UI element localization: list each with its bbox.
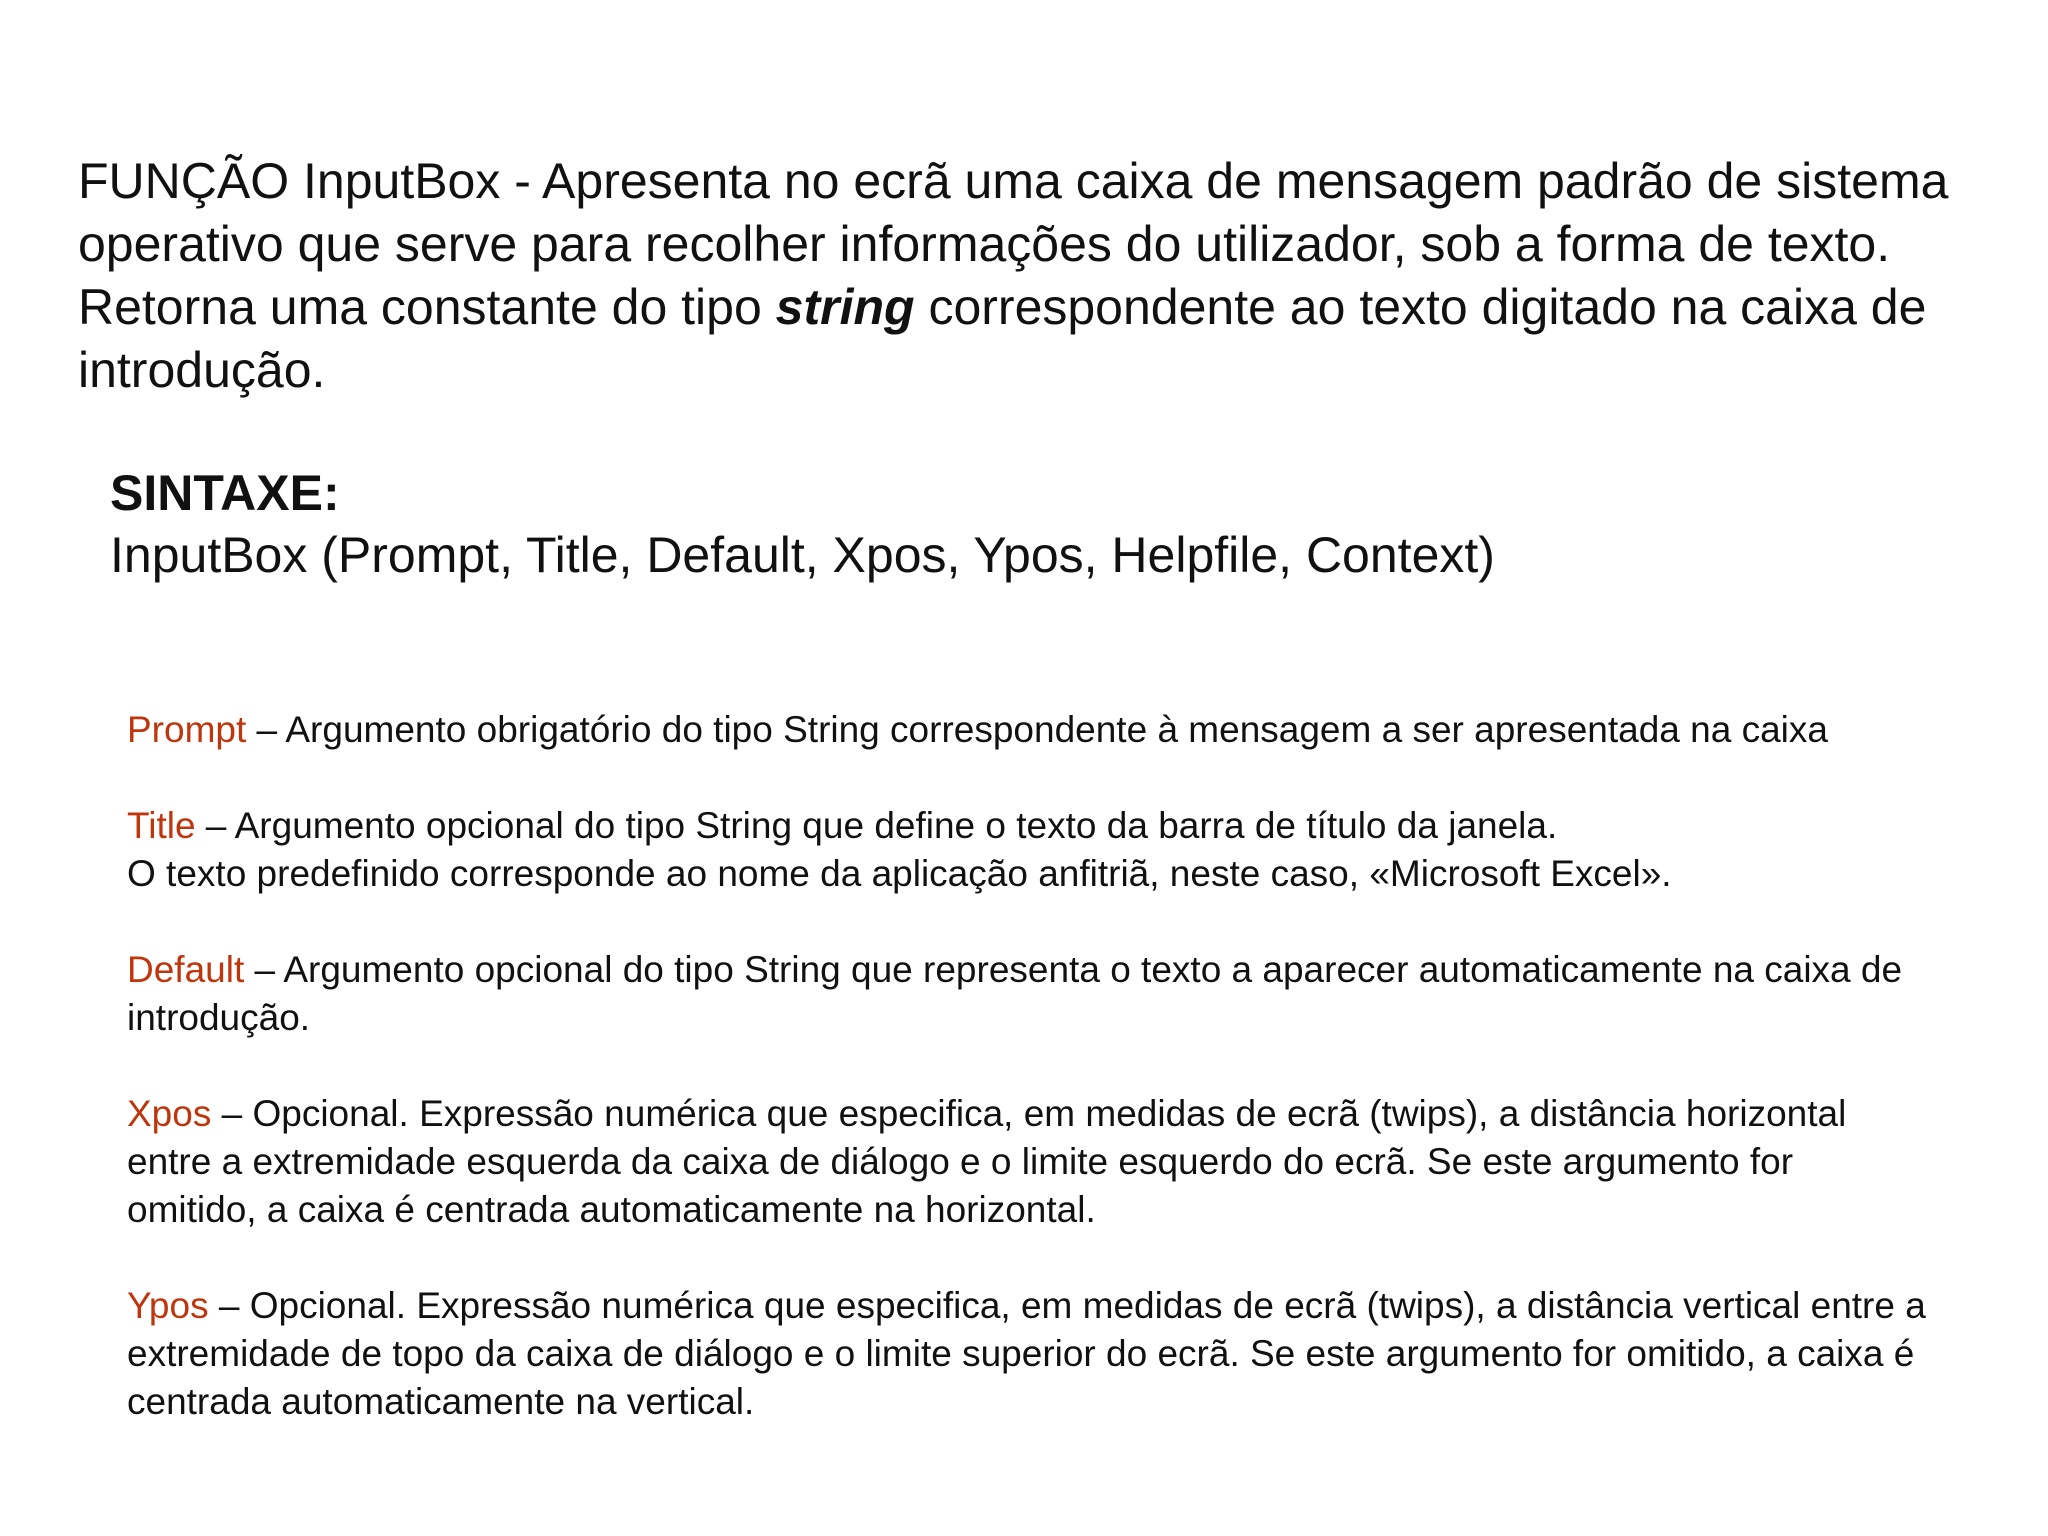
- intro-text-after: correspondente ao texto digitado na caixa de introdução.: [78, 279, 1927, 398]
- syntax-block: [110, 462, 1910, 586]
- string-keyword: string: [775, 279, 915, 335]
- argument-default: [127, 946, 1927, 1042]
- argument-extra: O texto predefinido corresponde ao nome da aplicação anfitriã, neste caso, «Microsoft Excel».: [127, 853, 1672, 894]
- intro-paragraph: [78, 150, 1978, 402]
- argument-title: [127, 802, 1927, 898]
- argument-name: Xpos: [127, 1093, 212, 1134]
- syntax-line: InputBox (Prompt, Title, Default, Xpos, Ypos, Helpfile, Context): [110, 527, 1495, 583]
- argument-description: – Opcional. Expressão numérica que especifica, em medidas de ecrã (twips), a distância vertical entre a extremidade de topo da caixa de diálogo e o limite superior do ecrã. Se este argumento for omitido, a caixa é centrada automaticamente na vertical.: [127, 1285, 1926, 1422]
- argument-name: Ypos: [127, 1285, 209, 1326]
- function-title: FUNÇÃO InputBox: [78, 153, 501, 209]
- syntax-heading: SINTAXE:: [110, 465, 340, 521]
- argument-name: Prompt: [127, 709, 247, 750]
- arguments-list: [127, 706, 1927, 1474]
- argument-prompt: [127, 706, 1927, 754]
- argument-description: – Argumento obrigatório do tipo String correspondente à mensagem a ser apresentada na caixa: [246, 709, 1828, 750]
- argument-ypos: [127, 1282, 1927, 1426]
- argument-description: – Opcional. Expressão numérica que especifica, em medidas de ecrã (twips), a distância horizontal entre a extremidade esquerda da caixa de diálogo e o limite esquerdo do ecrã. Se este argumento for omitido, a caixa é centrada automaticamente na horizontal.: [127, 1093, 1847, 1230]
- argument-xpos: [127, 1090, 1927, 1234]
- argument-description: – Argumento opcional do tipo String que define o texto da barra de título da janela.: [195, 805, 1558, 846]
- intro-text-before: - Apresenta no ecrã uma caixa de mensagem padrão de sistema operativo que serve para recolher informações do utilizador, sob a forma de texto. Retorna uma constante do tipo: [78, 153, 1949, 335]
- argument-description: – Argumento opcional do tipo String que representa o texto a aparecer automaticamente na caixa de introdução.: [127, 949, 1903, 1038]
- argument-name: Title: [127, 805, 196, 846]
- argument-name: Default: [127, 949, 245, 990]
